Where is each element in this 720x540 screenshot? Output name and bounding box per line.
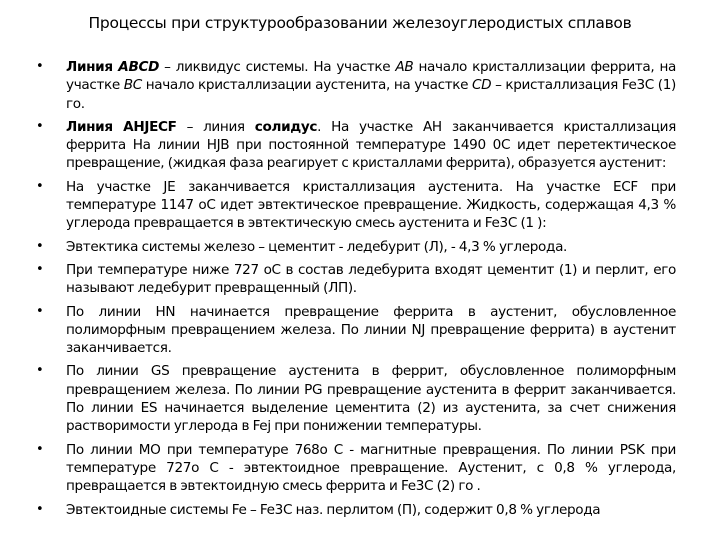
bullet-text-run: По линии HN начинается превращение феррита в аустенит, обусловленное полиморфным превращением железа. По линии NJ превращение феррита) в аустенит заканчивается.: [66, 303, 676, 357]
bullet-dot-icon: •: [36, 363, 44, 379]
slide-title: Процессы при структурообразовании железоуглеродистых сплавов: [88, 14, 632, 32]
bullet-item: [36, 261, 676, 298]
bullet-text-run: начало кристаллизации аустенита, на участке: [141, 77, 472, 94]
bullet-item: [36, 178, 676, 233]
bullet-text-run: Эвтектика системы железо – цементит - ледебурит (Л), - 4,3 % углерода.: [66, 238, 568, 255]
bullet-text-run: – ликвидус системы. На участке: [159, 59, 396, 75]
bullet-dot-icon: •: [36, 178, 44, 194]
bullet-dot-icon: •: [36, 261, 44, 277]
bullet-text-run: солидус: [254, 118, 318, 135]
bullet-text-run: – кристаллизация Fe3C (1) го.: [66, 77, 676, 112]
bullet-item: [36, 238, 676, 256]
bullet-item: [36, 441, 676, 496]
bullet-text-run: Линия: [66, 59, 119, 75]
bullet-text-run: По линии МО при температуре 768о С - магнитные превращения. По линии PSK при температуре 727о С - эвтектоидное превращение. Аустенит, с 0,8 % углерода, превращается в эвтектоидную смесь феррита и Fe3C (2) го .: [66, 441, 676, 495]
bullet-item: [36, 118, 676, 173]
bullet-text-run: . На участке AH заканчивается кристаллизация феррита На линии HJB при постоянной температуре 1490 0С идет перетектическое превращение, (жидкая фаза реагирует с кристаллами феррита), образуется аустенит:: [66, 118, 676, 172]
bullet-text-run: ABCD: [118, 59, 160, 75]
bullet-text-run: AB: [395, 59, 414, 75]
bullet-dot-icon: •: [36, 501, 44, 517]
bullet-text-run: При температуре ниже 727 оС в состав ледебурита входят цементит (1) и перлит, его называют ледебурит превращенный (ЛП).: [66, 261, 676, 297]
bullet-dot-icon: •: [36, 441, 44, 457]
bullet-item: [36, 303, 676, 358]
bullet-text-run: – линия: [176, 118, 255, 135]
bullet-text-run: На участке JE заканчивается кристаллизация аустенита. На участке ECF при температуре 1147 оС идет эвтектическое превращение. Жидкость, содержащая 4,3 % углерода превращается в эвтектическую смесь аустенита и Fe3C (1 ):: [66, 178, 676, 232]
bullet-text-run: Линия AHJECF: [66, 118, 177, 135]
bullet-item: [36, 58, 676, 113]
bullet-text-run: начало кристаллизации феррита, на участке: [66, 59, 676, 94]
bullet-dot-icon: •: [36, 303, 44, 319]
bullet-list: [36, 58, 676, 524]
bullet-text-run: Эвтектоидные системы Fe – Fe3C наз. перлитом (П), содержит 0,8 % углерода: [66, 501, 601, 518]
bullet-item: [36, 362, 676, 435]
bullet-text-run: CD: [471, 77, 492, 94]
bullet-dot-icon: •: [36, 59, 44, 74]
bullet-text-run: По линии GS превращение аустенита в феррит, обусловленное полиморфным превращением железа. По линии PG превращение аустенита в феррит заканчивается. По линии ES начинается выделение цементита (2) из аустенита, за счет снижения растворимости углерода в Feј при понижении температуры.: [66, 363, 676, 435]
bullet-item: [36, 501, 676, 519]
bullet-dot-icon: •: [36, 238, 44, 254]
bullet-text-run: BC: [123, 77, 142, 94]
bullet-dot-icon: •: [36, 118, 44, 134]
